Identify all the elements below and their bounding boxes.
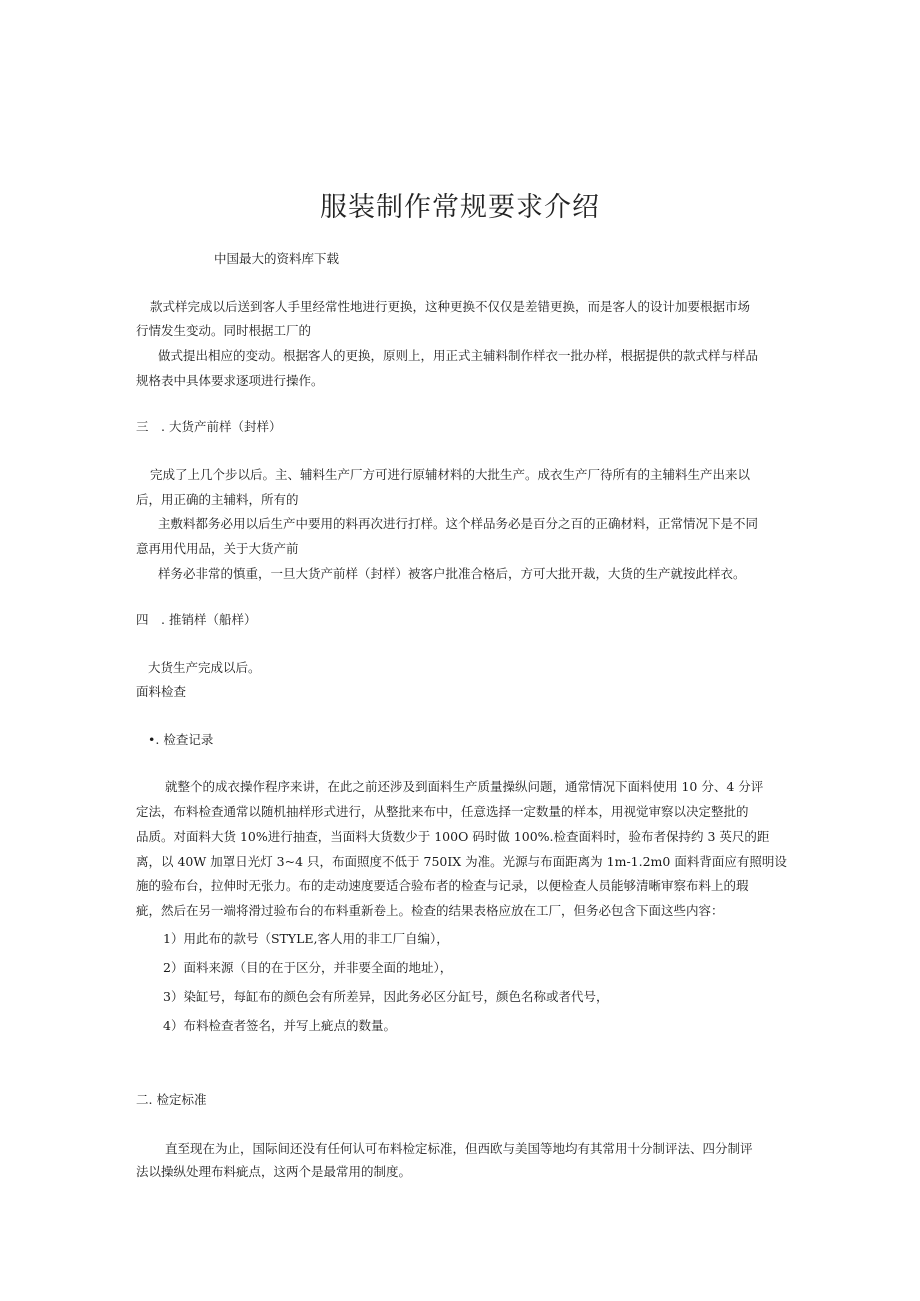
inspection-para-line-6: 疵，然后在另一端将滑过验布台的布料重新卷上。检查的结果表格应放在工厂，但务必包含下面这些内容： xyxy=(136,903,724,918)
section-4-line-2: 面料检查 xyxy=(136,684,187,699)
standards-heading: 二. 检定标准 xyxy=(136,1092,207,1107)
inspection-para-line-4: 离，以 40W 加罩日光灯 3~4 只，布面照度不低于 750IX 为准。光源与布面距离为 1m-1.2m0 面料背面应有照明设 xyxy=(136,854,787,869)
inspection-heading: •. 检查记录 xyxy=(148,732,214,747)
inspection-item-3: 3）染缸号，每缸布的颜色会有所差异，因此务必区分缸号，颜色名称或者代号， xyxy=(163,989,609,1004)
intro-line-2: 行情发生变动。同时根据工厂的 xyxy=(136,323,312,338)
section-3-line-2: 后，用正确的主辅料，所有的 xyxy=(136,492,299,507)
standards-line-1: 直至现在为止，国际间还没有任何认可布料检定标准，但西欧与美国等地均有其常用十分制评法、四分制评 xyxy=(165,1141,753,1156)
section-4-line-1: 大货生产完成以后。 xyxy=(148,660,261,675)
inspection-item-4: 4）布料检查者签名，并写上疵点的数量。 xyxy=(163,1018,396,1033)
intro-line-3: 做式提出相应的变动。根据客人的更换，原则上，用正式主辅料制作样衣一批办样，根据提供的款式样与样品 xyxy=(158,348,759,363)
inspection-para-line-5: 施的验布台，拉伸时无张力。布的走动速度要适合验布者的检查与记录，以便检查人员能够清晰审察布料上的瑕 xyxy=(136,878,749,893)
inspection-item-2: 2）面料来源（目的在于区分，并非要全面的地址）， xyxy=(163,960,453,975)
inspection-para-line-1: 就整个的成衣操作程序来讲，在此之前还涉及到面料生产质量操纵问题，通常情况下面料使用 10 分、4 分评 xyxy=(165,779,764,794)
subtitle: 中国最大的资料库下载 xyxy=(214,251,340,266)
standards-line-2: 法以操纵处理布料疵点，这两个是最常用的制度。 xyxy=(136,1164,412,1179)
inspection-para-line-3: 品质。对面料大货 10%进行抽查，当面料大货数少于 100O 码时做 100%.检查面料时，验布者保持约 3 英尺的距 xyxy=(136,829,770,844)
section-3-line-1: 完成了上几个步以后。主、辅料生产厂方可进行原辅材料的大批生产。成衣生产厂待所有的主辅料生产出来以 xyxy=(150,467,751,482)
inspection-para-line-2: 定法，布料检查通常以随机抽样形式进行，从整批来布中，任意选择一定数量的样本，用视觉审察以决定整批的 xyxy=(136,804,749,819)
intro-line-1: 款式样完成以后送到客人手里经常性地进行更换，这种更换不仅仅是差错更换，而是客人的设计加要根据市场 xyxy=(150,299,751,314)
section-3-heading: 三 . 大货产前样（封样） xyxy=(136,419,282,434)
section-3-line-4: 意再用代用品，关于大货产前 xyxy=(136,541,299,556)
intro-line-4: 规格表中具体要求逐项进行操作。 xyxy=(136,373,324,388)
inspection-item-1: 1）用此布的款号（STYLE,客人用的非工厂自编）， xyxy=(163,931,449,946)
page-title: 服装制作常规要求介绍 xyxy=(320,192,600,223)
section-4-heading: 四 . 推销样（船样） xyxy=(136,612,257,627)
section-3-line-5: 样务必非常的慎重，一旦大货产前样（封样）被客户批准合格后，方可大批开裁，大货的生产就按此样衣。 xyxy=(158,566,746,581)
section-3-line-3: 主敷料都务必用以后生产中要用的料再次进行打样。这个样品务必是百分之百的正确材料，正常情况下是不同 xyxy=(158,516,759,531)
